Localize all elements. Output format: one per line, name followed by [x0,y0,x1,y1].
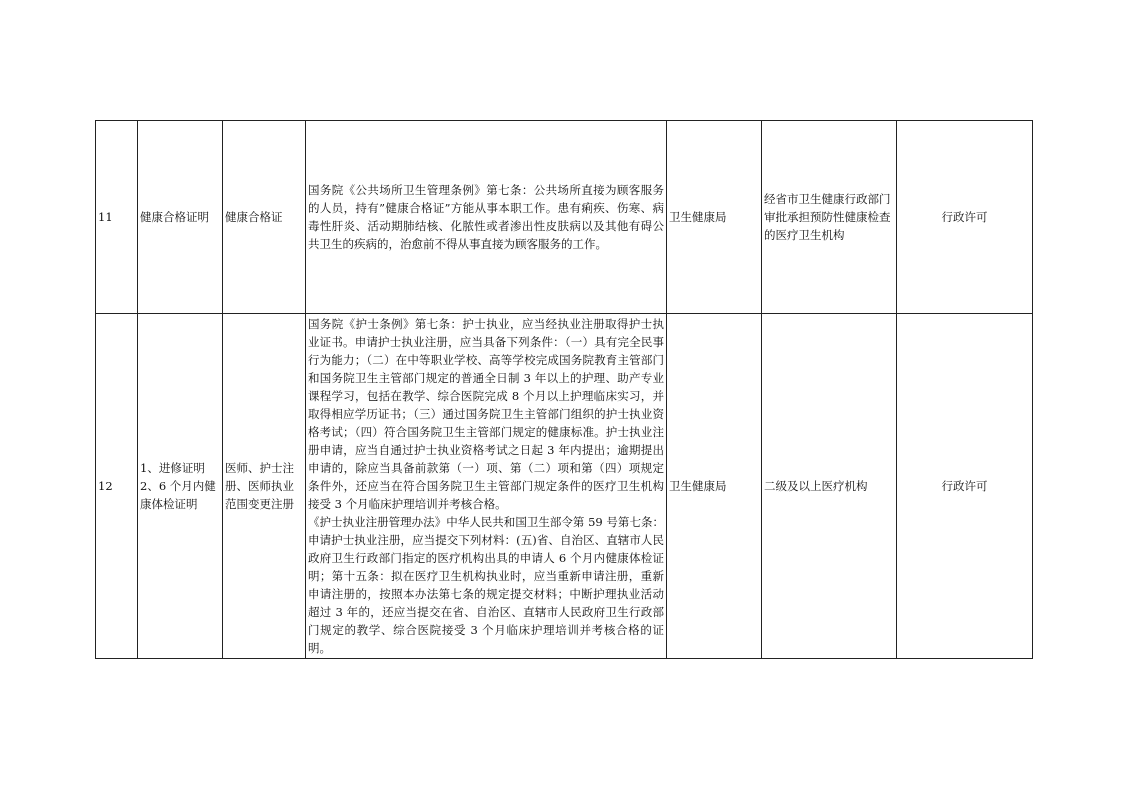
basis-paragraph: 国务院《公共场所卫生管理条例》第七条：公共场所直接为顾客服务的人员，持有”健康合格证”方能从事本职工作。患有痢疾、伤寒、病毒性肝炎、活动期肺结核、化脓性或者渗出性皮肤病以及其他有碍公共卫生的疾病的，治愈前不得从事直接为顾客服务的工作。 [308,183,664,251]
required-material: 医师、护士注册、医师执业范围变更注册 [223,314,306,659]
item-name: 健康合格证明 [138,121,223,314]
required-material: 健康合格证 [223,121,306,314]
document-table [95,120,1033,659]
row-number: 11 [96,121,138,314]
department: 卫生健康局 [667,121,762,314]
table-row [96,314,1033,659]
item-name [138,314,223,659]
basis-paragraph: 国务院《护士条例》第七条：护士执业，应当经执业注册取得护士执业证书。申请护士执业注册，应当具备下列条件：（一）具有完全民事行为能力；（二）在中等职业学校、高等学校完成国务院教育主管部门和国务院卫生主管部门规定的普通全日制 3 年以上的护理、助产专业课程学习，包括在教学、综合医院完成 8 个月以上护理临床实习，并取得相应学历证书；（三）通过国务院卫生主管部门组织的护士执业资格考试；（四）符合国务院卫生主管部门规定的健康标准。护士执业注册申请，应当自通过护士执业资格考试之日起 3 年内提出；逾期提出申请的，除应当具备前款第（一）项、第（二）项和第（四）项规定条件外，还应当在符合国务院卫生主管部门规定条件的医疗卫生机构接受 3 个月临床护理培训并考核合格。 [308,317,664,511]
item-name-line: 1、进修证明 [140,461,205,475]
issuing-org: 二级及以上医疗机构 [762,314,897,659]
row-number: 12 [96,314,138,659]
legal-basis [306,121,667,314]
category: 行政许可 [897,314,1033,659]
issuing-org: 经省市卫生健康行政部门审批承担预防性健康检查的医疗卫生机构 [762,121,897,314]
basis-paragraph: 《护士执业注册管理办法》中华人民共和国卫生部令第 59 号第七条：申请护士执业注册，应当提交下列材料：(五)省、自治区、直辖市人民政府卫生行政部门指定的医疗机构出具的申请人 6 个月内健康体检证明；第十五条：拟在医疗卫生机构执业时，应当重新申请注册，重新申请注册的，按照本办法第七条的规定提交材料；中断护理执业活动超过 3 年的，还应当提交在省、自治区、直辖市人民政府卫生行政部门规定的教学、综合医院接受 3 个月临床护理培训并考核合格的证明。 [308,515,664,655]
legal-basis [306,314,667,659]
category: 行政许可 [897,121,1033,314]
table-row [96,121,1033,314]
department: 卫生健康局 [667,314,762,659]
item-name-line: 2、6 个月内健康体检证明 [140,479,216,511]
